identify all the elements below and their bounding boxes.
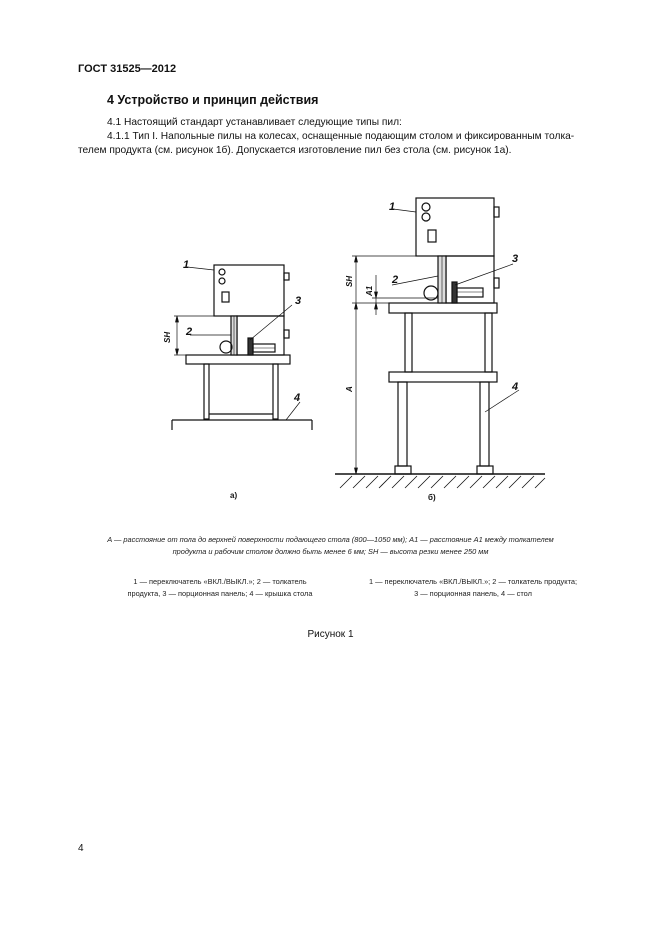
figure-note-line2: продукта и рабочим столом должно быть менее 6 мм; SH — высота резки менее 250 мм xyxy=(172,547,489,556)
paragraph-4-1-1-line1: 4.1.1 Тип I. Напольные пилы на колесах, оснащенные подающим столом и фиксированным толка- xyxy=(107,131,575,142)
pusher-wheel-left xyxy=(220,341,232,353)
dim-label-a-right: A xyxy=(345,386,354,392)
subfigure-label-a: а) xyxy=(230,491,238,500)
page-number: 4 xyxy=(78,843,84,854)
table-top-right xyxy=(389,303,497,313)
callout-1-left: 1 xyxy=(183,259,190,271)
switch-knob-left xyxy=(219,269,225,275)
callout-3-right: 3 xyxy=(512,253,519,265)
figure-caption: Рисунок 1 xyxy=(307,629,354,640)
legend-right-line1: 1 — переключатель «ВКЛ./ВЫКЛ.»; 2 — толкатель продукта; xyxy=(368,577,578,586)
stand-top-right xyxy=(389,372,497,382)
dim-label-sh-left: SH xyxy=(163,331,172,343)
switch-knob-right xyxy=(422,203,430,211)
figure-note-line1: A — расстояние от пола до верхней поверхности подающего стола (800—1050 мм); A1 — расстояние A1 между толкателем xyxy=(107,535,554,544)
dim-label-sh-right: SH xyxy=(345,275,354,287)
callout-4-right: 4 xyxy=(512,381,519,393)
dim-label-a1-right: A1 xyxy=(365,285,374,296)
dim-sh-left xyxy=(174,316,231,355)
table-top-left xyxy=(186,355,290,364)
callout-2-left: 2 xyxy=(186,326,193,338)
callout-2-right: 2 xyxy=(392,274,399,286)
saw-small xyxy=(172,265,312,430)
callout-4-left: 4 xyxy=(294,392,301,404)
section-title: 4 Устройство и принцип действия xyxy=(107,93,319,107)
paragraph-4-1: 4.1 Настоящий стандарт устанавливает следующие типы пил: xyxy=(107,117,402,128)
document-header: ГОСТ 31525—2012 xyxy=(78,63,177,75)
legend-left-line2: продукта, 3 — порционная панель; 4 — крышка стола xyxy=(127,589,313,598)
callout-1-right: 1 xyxy=(389,201,396,213)
subfigure-label-b: б) xyxy=(428,493,436,502)
upper-housing-right xyxy=(416,198,494,256)
paragraph-4-1-1-line2: телем продукта (см. рисунок 1б). Допускается изготовление пил без стола (см. рисунок 1а). xyxy=(78,145,512,156)
saw-large xyxy=(335,198,545,488)
legend-right-line2: 3 — порционная панель, 4 — стол xyxy=(414,589,532,598)
callout-3-left: 3 xyxy=(295,295,302,307)
legend-left-line1: 1 — переключатель «ВКЛ./ВЫКЛ.»; 2 — толкатель xyxy=(133,577,307,586)
